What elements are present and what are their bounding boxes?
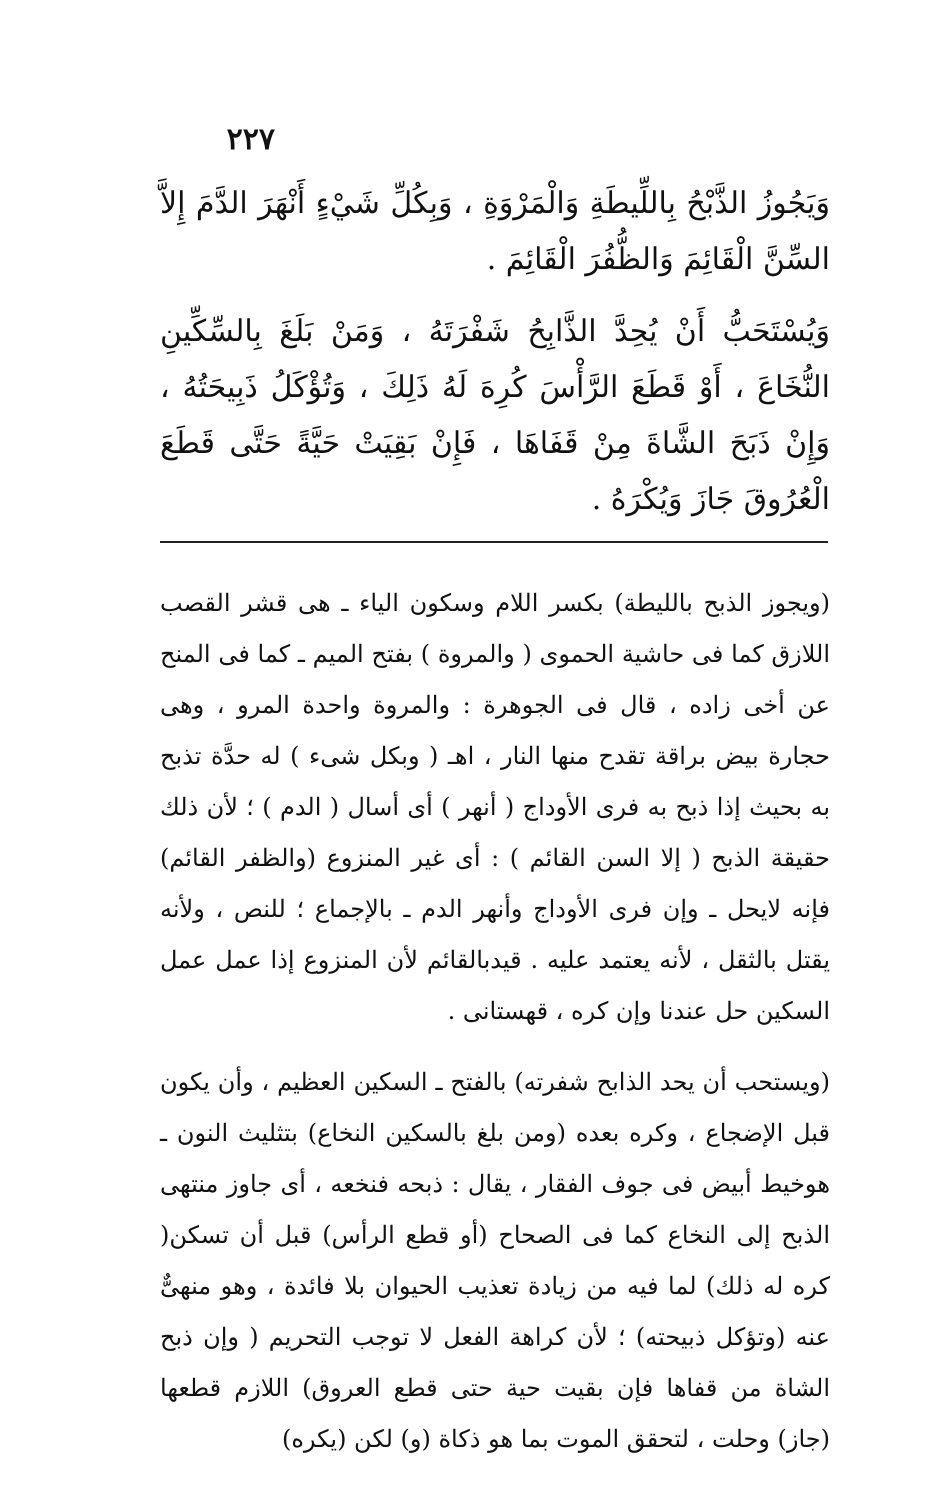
page-number: ٢٢٧ (226, 122, 275, 157)
main-paragraph: وَيُسْتَحَبُّ أَنْ يُحِدَّ الذَّابِحُ شَفْرَتَهُ ، وَمَنْ بَلَغَ بِالسِّكِّينِ النُّخَاعَ ، أَوْ قَطَعَ الرَّأْسَ كُرِهَ لَهُ ذَلِكَ ، وَتُؤْكَلُ ذَبِيحَتُهُ ، وَإِنْ ذَبَحَ الشَّاةَ مِنْ قَفَاهَا ، فَإِنْ بَقِيَتْ حَيَّةً حَتَّى قَطَعَ الْعُرُوقَ جَازَ وَيُكْرَهُ . (160, 314, 830, 517)
commentary-text (160, 578, 830, 1485)
main-text (160, 176, 830, 544)
commentary-paragraph: (ويجوز الذبح بالليطة) بكسر اللام وسكون الياء ـ هى قشر القصب اللازق كما فى حاشية الحموى ( والمروة ) بفتح الميم ـ كما فى المنح عن أخى زاده ، قال فى الجوهرة : والمروة واحدة المرو ، وهى حجارة بيض براقة تقدح منها النار ، اهـ ( وبكل شىء ) له حدَّة تذبح به بحيث إذا ذبح به فرى الأوداج ( أنهر ) أى أسال ( الدم ) ؛ لأن ذلك حقيقة الذبح ( إلا السن القائم ) : أى غير المنزوع (والظفر القائم) فإنه لايحل ـ وإن فرى الأوداج وأنهر الدم ـ بالإجماع ؛ للنص ، ولأنه يقتل بالثقل ، لأنه يعتمد عليه . قيدبالقائم لأن المنزوع إذا عمل عمل السكين حل عندنا وإن كره ، قهستانى . (160, 589, 830, 1025)
main-paragraph: وَيَجُوزُ الذَّبْحُ بِاللِّيطَةِ وَالْمَرْوَةِ ، وَبِكُلِّ شَيْءٍ أَنْهَرَ الدَّمَ إِلاَّ السِّنَّ الْقَائِمَ وَالظُّفُرَ الْقَائِمَ . (160, 186, 830, 277)
footnote-divider (160, 541, 828, 543)
commentary-paragraph: (ويستحب أن يحد الذابح شفرته) بالفتح ـ السكين العظيم ، وأن يكون قبل الإضجاع ، وكره بعده (ومن بلغ بالسكين النخاع) بتثليث النون ـ هوخيط أبيض فى جوف الفقار ، يقال : ذبحه فنخعه ، أى جاوز منتهى الذبح إلى النخاع كما فى الصحاح (أو قطع الرأس) قبل أن تسكن( كره له ذلك) لما فيه من زيادة تعذيب الحيوان بلا فائدة ، وهو منهىٌّ عنه (وتؤكل ذبيحته) ؛ لأن كراهة الفعل لا توجب التحريم ( وإن ذبح الشاة من قفاها فإن بقيت حية حتى قطع العروق) اللازم قطعها (جاز) وحلت ، لتحقق الموت بما هو ذكاة (و) لكن (يكره) (160, 1068, 830, 1453)
